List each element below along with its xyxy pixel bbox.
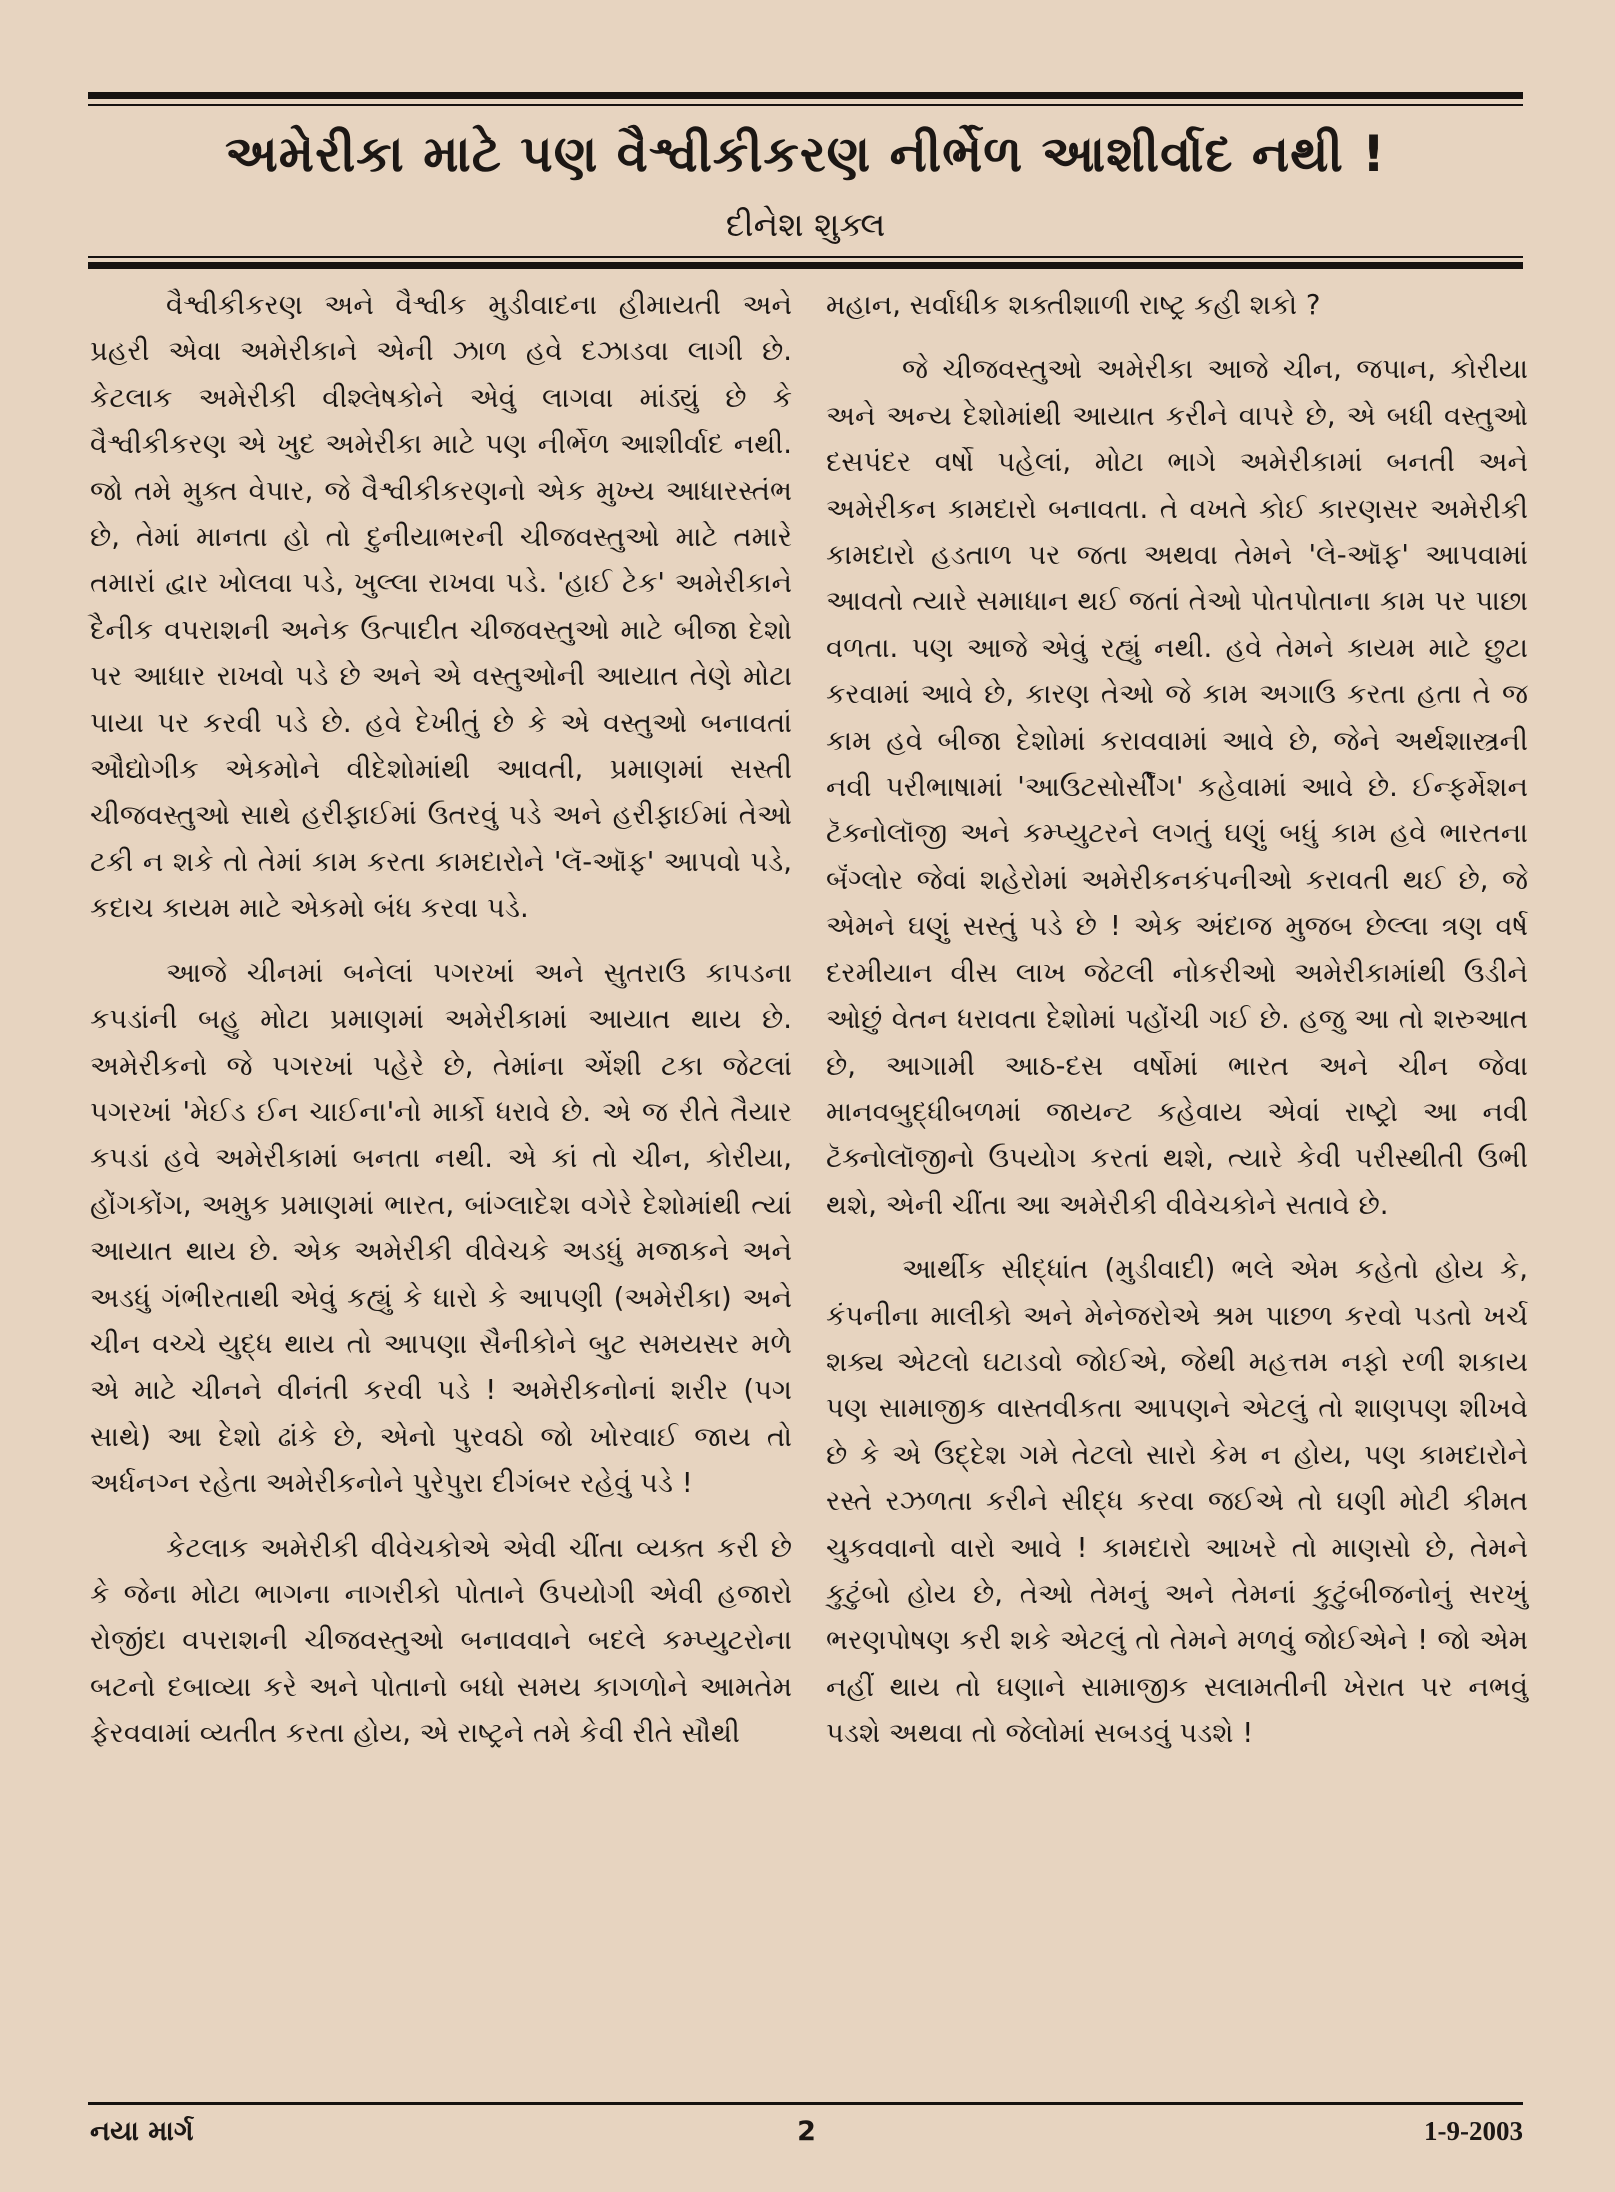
paragraph: કેટલાક અમેરીકી વીવેચકોએ એવી ચીંતા વ્યક્ત કરી છે કે જેના મોટા ભાગના નાગરીકો પોતાને ઉપયોગી એવી હજારો રોજીંદા વપરાશની ચીજવસ્તુઓ બનાવવાને બદલે કમ્પ્યુટરોના બટનો દબાવ્યા કરે અને પોતાનો બધો સમય કાગળોને આમતેમ ફેરવવામાં વ્યતીત કરતા હોય, એ રાષ્ટ્રને તમે કેવી રીતે સૌથી	[90, 1531, 792, 1750]
publication-name: નયા માર્ગ	[90, 2116, 194, 2147]
top-rule-thick	[88, 92, 1523, 99]
right-column	[826, 282, 1528, 1775]
page-footer	[90, 2116, 1523, 2156]
paragraph: આજે ચીનમાં બનેલાં પગરખાં અને સુતરાઉ કાપડના કપડાંની બહુ મોટા પ્રમાણમાં અમેરીકામાં આયાત થાય છે. અમેરીકનો જે પગરખાં પહેરે છે, તેમાંના એંશી ટકા જેટલાં પગરખાં 'મેઈડ ઈન ચાઈના'નો માર્કો ધરાવે છે. એ જ રીતે તૈયાર કપડાં હવે અમેરીકામાં બનતા નથી. એ કાં તો ચીન, કોરીયા, હોંગકોંગ, અમુક પ્રમાણમાં ભારત, બાંગ્લાદેશ વગેરે દેશોમાંથી ત્યાં આયાત થાય છે. એક અમેરીકી વીવેચકે અડધું મજાકને અને અડધું ગંભીરતાથી એવું કહ્યું કે ધારો કે આપણી (અમેરીકા) અને ચીન વચ્ચે યુદ્ધ થાય તો આપણા સૈનીકોને બુટ સમયસર મળે એ માટે ચીનને વીનંતી કરવી પડે ! અમેરીકનોનાં શરીર (પગ સાથે) આ દેશો ઢાંકે છે, એનો પુરવઠો જો ખોરવાઈ જાય તો અર્ધનગ્ન રહેતા અમેરીકનોને પુરેપુરા દીગંબર રહેવું પડે !	[90, 956, 792, 1500]
top-rule-thin	[88, 104, 1523, 106]
article-author: દીનેશ શુક્લ	[725, 205, 886, 244]
footer-rule	[88, 2102, 1523, 2105]
article-title: અમેરીકા માટે પણ વૈશ્વીકીકરણ નીર્ભેળ આશીર્વાદ નથી !	[225, 125, 1386, 183]
issue-date: 1-9-2003	[1424, 2116, 1523, 2146]
title-bottom-rule-thin	[88, 256, 1523, 258]
left-column	[90, 282, 792, 1775]
title-bottom-rule-thick	[88, 262, 1523, 269]
page-number: 2	[797, 2116, 816, 2147]
paragraph: વૈશ્વીકીકરણ અને વૈશ્વીક મુડીવાદના હીમાયતી અને પ્રહરી એવા અમેરીકાને એની ઝાળ હવે દઝાડવા લાગી છે. કેટલાક અમેરીકી વીશ્લેષકોને એવું લાગવા માંડ્યું છે કે વૈશ્વીકીકરણ એ ખુદ અમેરીકા માટે પણ નીર્ભેળ આશીર્વાદ નથી. જો તમે મુક્ત વેપાર, જે વૈશ્વીકીકરણનો એક મુખ્ય આધારસ્તંભ છે, તેમાં માનતા હો તો દુનીયાભરની ચીજવસ્તુઓ માટે તમારે તમારાં દ્વાર ખોલવા પડે, ખુલ્લા રાખવા પડે. 'હાઈ ટેક' અમેરીકાને દૈનીક વપરાશની અનેક ઉત્પાદીત ચીજવસ્તુઓ માટે બીજા દેશો પર આધાર રાખવો પડે છે અને એ વસ્તુઓની આયાત તેણે મોટા પાયા પર કરવી પડે છે. હવે દેખીતું છે કે એ વસ્તુઓ બનાવતાં ઔદ્યોગીક એકમોને વીદેશોમાંથી આવતી, પ્રમાણમાં સસ્તી ચીજવસ્તુઓ સાથે હરીફાઈમાં ઉતરવું પડે અને હરીફાઈમાં તેઓ ટકી ન શકે તો તેમાં કામ કરતા કામદારોને 'લૅ-ઑફ' આપવો પડે, કદાચ કાયમ માટે એકમો બંધ કરવા પડે.	[90, 289, 792, 925]
paragraph: આર્થીક સીદ્ધાંત (મુડીવાદી) ભલે એમ કહેતો હોય કે, કંપનીના માલીકો અને મેનેજરોએ શ્રમ પાછળ કરવો પડતો ખર્ચ શક્ય એટલો ઘટાડવો જોઈએ, જેથી મહત્તમ નફો રળી શકાય પણ સામાજીક વાસ્તવીકતા આપણને એટલું તો શાણપણ શીખવે છે કે એ ઉદ્દેશ ગમે તેટલો સારો કેમ ન હોય, પણ કામદારોને રસ્તે રઝળતા કરીને સીદ્ધ કરવા જઈએ તો ઘણી મોટી કીમત ચુકવવાનો વારો આવે ! કામદારો આખરે તો માણસો છે, તેમને કુટુંબો હોય છે, તેઓ તેમનું અને તેમનાં કુટુંબીજનોનું સરખું ભરણપોષણ કરી શકે એટલું તો તેમને મળવું જોઈએને ! જો એમ નહીં થાય તો ઘણાને સામાજીક સલામતીની ખેરાત પર નભવું પડશે અથવા તો જેલોમાં સબડવું પડશે !	[826, 1253, 1528, 1750]
paragraph-continuation: મહાન, સર્વાધીક શક્તીશાળી રાષ્ટ્ર કહી શકો ?	[826, 289, 1321, 321]
paragraph: જે ચીજવસ્તુઓ અમેરીકા આજે ચીન, જપાન, કોરીયા અને અન્ય દેશોમાંથી આયાત કરીને વાપરે છે, એ બધી વસ્તુઓ દસપંદર વર્ષો પહેલાં, મોટા ભાગે અમેરીકામાં બનતી અને અમેરીકન કામદારો બનાવતા. તે વખતે કોઈ કારણસર અમેરીકી કામદારો હડતાળ પર જતા અથવા તેમને 'લે-ઑફ' આપવામાં આવતો ત્યારે સમાધાન થઈ જતાં તેઓ પોતપોતાના કામ પર પાછા વળતા. પણ આજે એવું રહ્યું નથી. હવે તેમને કાયમ માટે છુટા કરવામાં આવે છે, કારણ તેઓ જે કામ અગાઉ કરતા હતા તે જ કામ હવે બીજા દેશોમાં કરાવવામાં આવે છે, જેને અર્થશાસ્ત્રની નવી પરીભાષામાં 'આઉટસોર્સીંગ' કહેવામાં આવે છે. ઈન્ફર્મેશન ટૅક્નોલૉજી અને કમ્પ્યુટરને લગતું ઘણું બધું કામ હવે ભારતના બૅંગ્લોર જેવાં શહેરોમાં અમેરીકનકંપનીઓ કરાવતી થઈ છે, જે એમને ઘણું સસ્તું પડે છે ! એક અંદાજ મુજબ છેલ્લા ત્રણ વર્ષ દરમીયાન વીસ લાખ જેટલી નોકરીઓ અમેરીકામાંથી ઉડીને ઓછું વેતન ધરાવતા દેશોમાં પહોંચી ગઈ છે. હજુ આ તો શરુઆત છે, આગામી આઠ-દસ વર્ષોમાં ભારત અને ચીન જેવા માનવબુદ્ધીબળમાં જાયન્ટ કહેવાય એવાં રાષ્ટ્રો આ નવી ટૅક્નોલૉજીનો ઉપયોગ કરતાં થશે, ત્યારે કેવી પરીસ્થીતી ઉભી થશે, એની ચીંતા આ અમેરીકી વીવેચકોને સતાવે છે.	[826, 353, 1528, 1221]
